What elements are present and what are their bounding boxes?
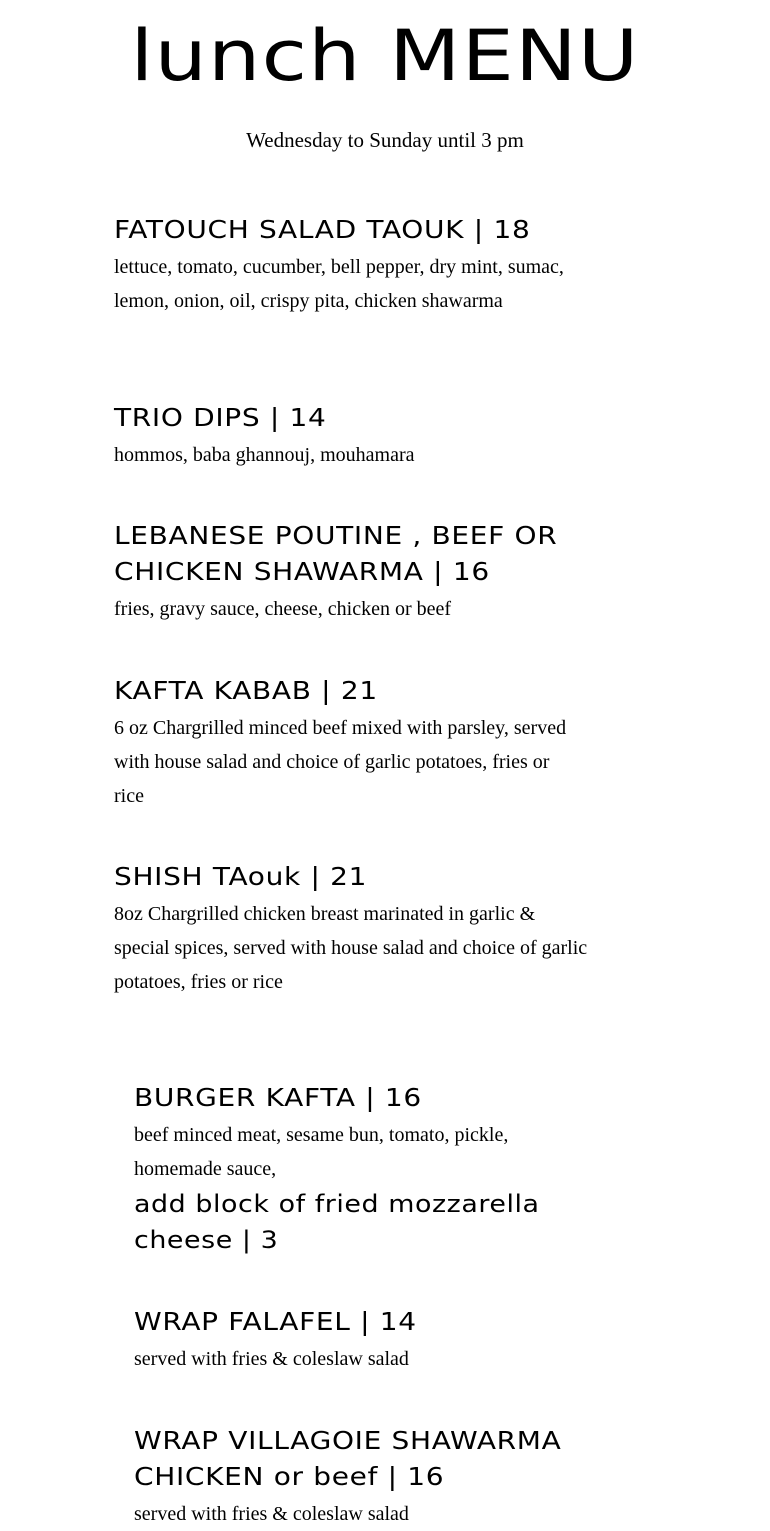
menu-item: [114, 859, 589, 999]
menu-item-description: 6 oz Chargrilled minced beef mixed with parsley, served with house salad and choice of garlic potatoes, fries or rice: [114, 717, 567, 807]
menu-item-name: TRIO DIPS | 14: [114, 403, 327, 432]
menu-item: [134, 1304, 574, 1376]
menu-item-description: served with fries & coleslaw salad: [134, 1348, 409, 1370]
menu-item: [134, 1423, 594, 1531]
menu-hours: Wednesday to Sunday until 3 pm: [246, 128, 524, 152]
menu-item-name: FATOUCH SALAD TAOUK | 18: [114, 215, 531, 244]
menu-item-description: beef minced meat, sesame bun, tomato, pickle, homemade sauce,: [134, 1124, 509, 1180]
page-title: lunch MENU: [130, 15, 640, 97]
menu-item-name: LEBANESE POUTINE , BEEF OR CHICKEN SHAWARMA | 16: [114, 521, 558, 586]
menu-item-name: SHISH TAouk | 21: [114, 862, 368, 891]
menu-item: [114, 212, 584, 318]
menu-item: [114, 518, 584, 626]
menu-item: [114, 400, 584, 472]
menu-item: [134, 1080, 574, 1258]
menu-item-description: fries, gravy sauce, cheese, chicken or beef: [114, 598, 452, 620]
menu-item-description: served with fries & coleslaw salad: [134, 1503, 409, 1525]
menu-item-description: hommos, baba ghannouj, mouhamara: [114, 444, 415, 466]
menu-item: [114, 673, 584, 813]
menu-item-name: BURGER KAFTA | 16: [134, 1083, 422, 1112]
menu-item-description: 8oz Chargrilled chicken breast marinated in garlic & special spices, served with house salad and choice of garlic potatoes, fries or rice: [114, 903, 588, 993]
menu-item-name: WRAP VILLAGOIE SHAWARMA CHICKEN or beef | 16: [134, 1426, 562, 1491]
menu-item-name: WRAP FALAFEL | 14: [134, 1307, 417, 1336]
menu-item-description: lettuce, tomato, cucumber, bell pepper, dry mint, sumac, lemon, onion, oil, crispy pita, chicken shawarma: [114, 256, 564, 312]
menu-item-add-on: add block of fried mozzarella cheese | 3: [134, 1190, 540, 1254]
menu-item-name: KAFTA KABAB | 21: [114, 676, 378, 705]
